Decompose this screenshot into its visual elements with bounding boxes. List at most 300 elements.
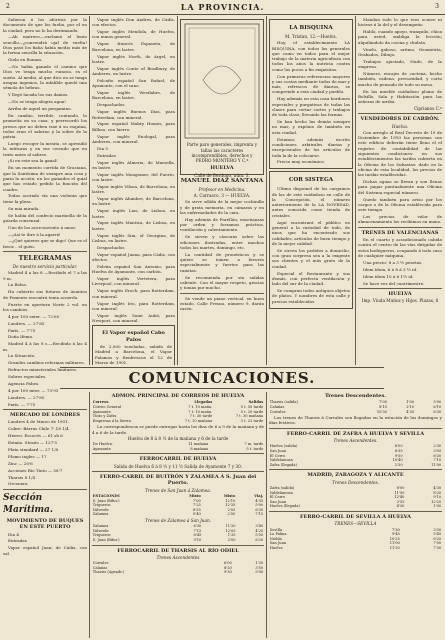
table-cell: 11'50 (394, 490, 405, 495)
table-cell: 2'30 (394, 462, 403, 467)
table-cell: 5 t. 50 tarde (240, 405, 264, 409)
table-cell: 7'00 (433, 541, 442, 546)
table-cell: San Juan (269, 448, 287, 453)
correos-heading: ADMON. PRINCIPAL DE CORREOS DE HUELVA (111, 393, 245, 399)
notices-text (358, 17, 442, 104)
column-4 (269, 17, 353, 365)
table-cell: Salidas (248, 400, 264, 405)
table-cell: Ayamonte (92, 409, 111, 414)
paragraph: Especial el Restaurante y sus demás, con perfecta ventilación y lado del sur de la ciudad. (272, 270, 350, 287)
table-cell: S. Juan (Bifur.) (92, 498, 120, 503)
zafra-sub: Trenes Ascendentes. (333, 438, 378, 444)
paragraph: Zinc — 20'6 (8, 460, 33, 466)
trenes-descendentes-heading: Trenes Descendentes. (324, 393, 387, 399)
paragraph: Entradas (8, 538, 27, 544)
paragraph: Con primeras referencias mayores y sus costas mediante todos de mar y más, refrescos de diarios, se comprende a esta ciudad y pueblo. (272, 73, 350, 95)
paragraph: Entradas (97, 152, 116, 158)
table-cell: 5'00 (255, 503, 264, 508)
table-cell: 6'20 (433, 453, 442, 458)
paragraph: Plata standard — 27 1/8 (8, 446, 59, 452)
table-cell: 2'00 (227, 537, 236, 542)
paragraph: Arriba de aquel un pergamino. (8, 106, 72, 112)
masthead (0, 0, 445, 15)
paragraph: Vapor inglés Almeria, de Marsella, en lastre. (92, 159, 175, 170)
paragraph: Dichas aguas se llevan y son llenas para pagar puntualmente una Oficina del Sistema especial número. (358, 179, 442, 195)
madrid-heading: MADRID, ZARAGOZA Y ALICANTE (307, 472, 404, 479)
paragraph: Ha cubierto sus futuros de Asuntos de Fomento encontrá tenia acuerdo. (3, 289, 87, 300)
table-cell: Calañas (269, 405, 285, 409)
table-cell: 4'35 (255, 498, 264, 503)
paragraph: Vapor francés Espaneta, de Barcelona, en lastre. (92, 41, 175, 52)
table-cell: 5'55 (255, 533, 264, 538)
paragraph: Vapor inglés Conte of Bradbury, de Amberes, en lastre. (92, 65, 175, 77)
bisquina-address: M. Tristan, 12.—Huelva. (285, 34, 337, 39)
fc-tharsis-sub: Trenes Ascendentes (156, 554, 200, 560)
paragraph: Vapor inglés Sim, of Georgina, de Lisboa, en lastre. (92, 232, 175, 243)
movimiento-heading: MOVIMIENTO DE BUQUES EN ESTE PUERTO (6, 517, 84, 531)
newspaper-title: LA PROVINCIA. (180, 2, 265, 12)
sevilla-sub: TRENES—SEVILLA (334, 521, 377, 527)
paragraph: Vapor inglés Eroch, para Rotterdam, con mineral. (92, 288, 175, 299)
table-cell: Trigueros (92, 533, 111, 538)
table-row (269, 410, 442, 415)
column-rule (89, 16, 90, 365)
table-cell: 11'20 (225, 524, 236, 529)
table-cell: Tharsis (Apeadr.) (92, 570, 125, 575)
table-cell: 8'30 (433, 409, 442, 414)
table-cell: 7 t. 30 tarde (189, 414, 213, 419)
table-cell: Sevilla (269, 527, 283, 532)
table-cell: De Huelva. (92, 442, 113, 447)
table-cell: 6'30 (193, 524, 202, 529)
table-cell: Mixto (189, 493, 201, 498)
cabo-palos-heading: El Vapor español Cabo Palos (102, 330, 165, 343)
table-cell: Tinto y Zafra (92, 414, 117, 419)
table-row (92, 447, 264, 452)
table-cell: 5'00 (255, 570, 264, 575)
column-rule (355, 16, 356, 365)
table-cell: 7'25 (192, 503, 201, 508)
table-cell: 2'50 (227, 512, 236, 517)
paragraph: Vapor inglés Saint Aubó, para Newport, con mineral. (92, 312, 175, 323)
table-cell: 4'30 (396, 504, 405, 509)
table-cell: 1'35 (227, 533, 236, 538)
paragraph: La Bolsa. (8, 282, 28, 288)
table-cell: 11'30 (389, 545, 400, 550)
communications-left (92, 391, 264, 637)
paragraph: Salieron á los aforesis por la documento de que los fueba, por el en la ciudad, pero no lo ha destimando. (3, 17, 87, 33)
cor-sistega-ad (269, 171, 353, 308)
table-cell: Niebla (269, 536, 282, 541)
table-cell: 12'40 (394, 495, 405, 500)
table-cell: 12'35 (225, 503, 236, 508)
paragraph: Vapor inglés Westlabrs, de Barcelona, en lastre. (92, 90, 175, 101)
table-cell: Mixto (223, 493, 236, 498)
table-cell: 9'40 (192, 512, 201, 517)
paragraph: Estamos además escrito condiciones arbitrales diarias y excepcionales de los artículos de toda la de la colocarse. (272, 136, 350, 158)
paragraph: Madrid 4 a las 8 —Recibido el 7 a las 9 m. (3, 270, 87, 281)
paragraph: Se recomienda por sin salidas caliente. Con el mayor respeto, gracias y tomas por mucho. (180, 274, 264, 291)
table-cell: 8'20 (433, 490, 442, 495)
table-cell: 3'40 (255, 524, 264, 529)
paragraph: Uno de los acerconvento á amor. (8, 224, 76, 230)
horas-heading: Huelva de 8 á 8 ½ de la mañana y 6 de la tarde (127, 435, 229, 441)
column-rule (89, 392, 90, 638)
table-row (269, 546, 442, 551)
table-cell: Correo General (92, 405, 122, 409)
paragraph: Hoy, el establecimiento LA BISQUINA, con todos los generales que como en todos para el mejor trabajo de la materia agricultura con todos los años la nutricia contra como los pocos a fin exquisitos. (272, 40, 350, 72)
paragraph: Vapor inglés Mongomer, del Puerto, con lastre. (92, 171, 175, 183)
horas-table (92, 442, 264, 451)
table-cell: 7 t. 30 mañana (235, 414, 264, 419)
fc-huelva-heading: FERROCARRIL DE HUELVA (139, 456, 217, 463)
paragraph: Idem ídem, 6 á 8 á 3 ½ id. (363, 266, 418, 272)
paragraph: Vapor inglés Don Andres, de Cádiz, con efectos. (92, 17, 175, 28)
table-cell: Huelva (llegada) (269, 504, 300, 509)
paragraph: En el cuarto y acondicionado cabida contra el centro de las vías dirigidas de estos bodegueros, ocupando á todo caso de cualquier máquina. (358, 237, 442, 258)
paragraph: Vapor inglés Vertetera, para Liverpool, con mineral. (92, 276, 175, 287)
paragraph: Dia 4 (8, 531, 19, 537)
table-cell: Calañas (92, 565, 108, 570)
table-cell: 6'20 (255, 537, 264, 542)
paragraph: Fuerte en apertura Norte 2 vol. en los cambios. (3, 301, 87, 312)
fc-huelva-line: Salida de Huelva 6 á 8 ½ y 11 ½ Salida de Ayamonte 7 y 30. (113, 463, 243, 469)
paragraph: Despachados (97, 102, 125, 108)
table-cell: El Cerro (269, 495, 286, 500)
fc-buitron-sub2: Trenes de Zalamea á San Juan. (144, 517, 212, 523)
madrid-sub: Trenes Descendentes. (332, 479, 379, 485)
table-cell: Valdelamusa (269, 458, 293, 463)
paragraph: Todas acerado vía una violenta que tiene la pleza. (3, 193, 87, 204)
table-cell: 7'10 (433, 458, 442, 463)
column-rule (177, 16, 178, 365)
paragraph: Vapor inglés Alumbre, de Barcelona, en lastre. (92, 196, 175, 207)
column-rule (266, 392, 267, 638)
telegramas-subheading: De nuestro servicio particular. (12, 264, 78, 270)
paragraph: Vapor inglés Iris, para Rotterdam, con mineral. (92, 300, 175, 311)
paragraph: Quedo también para aviso por los cargos o de la Oficina establecida para este tiempo. (358, 196, 442, 213)
table-cell: 9'10 (433, 495, 442, 500)
paragraph: Vapor español Mabry Homes, para Bilbao, con hierro. (92, 121, 175, 132)
paragraph: Despachados (97, 244, 125, 250)
table-cell: Llegadas (194, 400, 213, 405)
paragraph: Hay además de Farellón, enseñanzas por orden y forzamos práctica, ventilación y calentamiento. (180, 216, 264, 233)
printing-ad-text: Parte paro generales, imprenta y tallas las caracteres incomprendibles, derechos y PEDRO MONTERO Y C.ª (186, 142, 258, 163)
paragraph: Y llegó lacada los sus danios. (8, 92, 69, 98)
table-cell: 6'00 (223, 561, 232, 566)
paragraph: Refractos ministeriales limitares. (8, 367, 78, 373)
table-cell: Zalamea (92, 524, 109, 529)
table-cell: Viaj. (254, 493, 264, 498)
table-cell: 7 t. 10 maña. (188, 409, 213, 414)
table-cell: 11'00 (431, 462, 442, 467)
paragraph: de 2.000 toneladas, sabido de Madrid a Barcelona, el Vapor Palamos y Renfrescus el 12 de Marzo de 1901. (95, 344, 172, 365)
correos-note: La correspondencia se puede entregar hasta los dias de 6 a 9 de la mañana y de 4 a 6 de la tarde. (92, 424, 264, 435)
table-cell: 7'00 (379, 400, 387, 405)
table-cell: 9'10 (193, 537, 202, 542)
table-cell: 5'00 (433, 400, 442, 405)
paragraph: Vapor inglés Lias, de Lisboa, en lastre. (92, 208, 175, 219)
column-1 (3, 17, 87, 637)
table-cell: 10'30 (376, 409, 387, 414)
paragraph: Hierro: Escocés — 61 sh 6 (8, 433, 63, 439)
paragraph: Londres. — 27'85 (8, 320, 45, 326)
paragraph: Acciones Río Tinto — 58'7 (8, 467, 63, 473)
paragraph: Su mia mirada. (8, 205, 40, 211)
paragraph: Vapor inglés Enologal, para Amberes, con mineral. (92, 133, 175, 144)
article-text (3, 17, 87, 249)
mercado-text (3, 419, 87, 486)
table-cell: 8'20 (223, 565, 232, 570)
table-cell: Corrales (92, 561, 109, 566)
bisquina-heading: LA BISQUINA (289, 25, 333, 31)
table-cell: S. Juan (Bifur.) (92, 537, 120, 542)
table-row (269, 463, 442, 468)
table-cell: 12'25 (431, 499, 442, 504)
madrid-table (269, 486, 442, 509)
table-cell: 7'00 (192, 498, 201, 503)
piano-notice: Se vende un piano vertical, en buen estado. Calle Fresno, número 9, darán razón. (180, 295, 264, 312)
paragraph: Cobre: Bárras Chile 7'.18 1/4 (8, 426, 69, 432)
table-cell: 1'00 (406, 400, 415, 405)
paragraph: Los precios de valor de almacenamiento los recibimos en mano. (358, 214, 442, 225)
table-cell: 5 t. 20 tarde (240, 409, 264, 414)
paragraph: Mandan todo lo que reos ocurre ni hiciese á la del y el desempeño. (358, 17, 442, 28)
paragraph: 4 por 100 inter. — 73'95 (8, 387, 59, 393)
table-row (92, 512, 264, 517)
paragraph: Luego recoger la mesita, se aprendió la intituras y en sus cerrado que en texto antes al salirse. (3, 140, 87, 157)
paragraph: —¡Así te dire á la agarrá! (8, 231, 61, 237)
printing-ad-city: HUELVA (210, 165, 234, 172)
column-rule (266, 16, 267, 365)
table-cell: 5'45 (433, 532, 442, 537)
table-cell: 3'50 (255, 565, 264, 570)
paragraph: ¡Si en este sea la ganal! (8, 158, 58, 164)
paragraph: —Ah matrero,—exclamó el lento sencillo—¿convendrá ojal de vuelta! Dios pasó los fiaba había medio más de la forma sencilla la situación. (3, 34, 87, 56)
telegramas-heading: TELEGRAMAS (18, 254, 72, 263)
communications-right (269, 391, 442, 637)
paragraph: Aquí encontrará el público en general a la variedad de todo, de unos que ha encontrado sus calidades, artículos de buen tiempo y de la mejor calidad. (272, 219, 350, 246)
column-3 (180, 17, 264, 365)
paragraph: Trabajos ajustado, Nudo, de la empresa. (358, 58, 442, 70)
movimiento-text (3, 532, 87, 556)
zafra-heading: FERRO-CARRIL DE ZAFRA Á HUELVA Y SEVILLA (286, 430, 425, 437)
table-cell: 1'30 (255, 561, 264, 566)
page-number-left: 2 (6, 3, 10, 10)
descendentes-table (269, 400, 442, 414)
table-cell: 8'00 (396, 485, 405, 490)
paragraph: —No se tenga alegría agua! (8, 99, 66, 105)
paragraph: —¿Qué quieres que se digo! Que es el favor... el guén. (3, 238, 87, 249)
paragraph: En cambio, terrible, contando, lo prometía en su casa, y perrecordó los presos que no deben trae á su esquina, todos eran el sabrino y la sobre de la patria. (3, 112, 87, 140)
paragraph: Hablo, cuando apoyo, tranquilo, chica para usted, ombliga la lección; alquilándolo da cocina y chuleta. (358, 29, 442, 45)
paragraph: París. — 7'75 (8, 327, 36, 333)
table-cell: Zafra (salida) (269, 485, 295, 490)
printing-ad-address: Calle de Berdugo, núm. 3. (194, 172, 250, 178)
table-cell: 9'50 (394, 453, 403, 458)
table-cell: El Cerro (269, 453, 286, 458)
paragraph: Ultimo dispoinel de los carguinos de las de este cuidadoso en calle de la Concepción, el número anteriormente de la LA NOVEDAD, antes conocida como tienda de cristales. (272, 186, 350, 218)
cabo-palos-ad (92, 325, 175, 365)
table-cell: 7 m. tarde (244, 442, 264, 447)
paragraph: En un momento corrida de Graciana, que la Santísima de siempre una cosa y paria la acción, en los gamados el quial que has estado pedido la función del cuadro. (3, 165, 87, 192)
trenes-valencianas-heading: TRENES DE VALENCIANAS (361, 229, 439, 236)
descendentes-note: Los trenes de Tharsis á Corrales son llegadas en la estación de los domingos y días festivos. (269, 415, 442, 426)
paragraph: Giola en Roman. (8, 57, 43, 63)
table-row (92, 419, 264, 424)
table-cell: Huelva (269, 545, 283, 550)
table-cell: Correos (92, 400, 109, 405)
table-cell: 9'30 (223, 570, 232, 575)
paragraph: Una precio: 8 a 3 ½ pesetas. (363, 259, 423, 265)
table-cell: 3'55 (396, 499, 405, 504)
table-cell: 7'15 (193, 528, 202, 533)
fc-buitron-sub: Trenes de San Juan á Zalamea. (144, 487, 212, 493)
paragraph: Vapor español Juan; de Cádiz, con sal. (3, 545, 87, 556)
paragraph: En las mueble cuidadoso plomo de Bolsillo, Sala y Habitación para las señoras de arriba. (358, 88, 442, 105)
table-cell: 11'00 (389, 541, 400, 546)
table-cell: 8'45 (193, 533, 202, 538)
table-cell: 6'00 (394, 444, 403, 449)
paragraph: Plomo ingles — 17 (8, 453, 47, 459)
table-cell: 12'05 (225, 528, 236, 533)
signature: Ciprianos C.º (413, 106, 442, 112)
table-cell: 8 mañana (190, 446, 209, 451)
page-number-right: 3 (435, 3, 439, 10)
bisquina-ad (269, 19, 353, 169)
table-cell: 2'30 (433, 444, 442, 449)
huelva-imprint-heading: HUELVA (388, 290, 412, 297)
table-cell: 8'55 (192, 507, 201, 512)
table-cell: 7'30 (433, 545, 442, 550)
paragraph: Vapor inglés Mantica, de Lisboa, en lastre. (92, 220, 175, 231)
table-cell: La Palma (269, 532, 287, 537)
table-cell: 9'45 (391, 532, 400, 537)
paragraph: Idem ídem 10 á 6 1½ id. (363, 273, 414, 279)
paragraph: Polcafio español San Rafael, de Ayamonte, con el sano. (92, 77, 175, 89)
table-cell: Valverde (92, 528, 109, 533)
fc-buitron-heading: FERRO-CARRIL DE BUITRÓN Y ZALAMEA Á S. Juan del Puerto. (99, 473, 257, 487)
comunicaciones-banner: COMUNICACIONES. (60, 367, 384, 389)
table-cell: 7'30 (391, 527, 400, 532)
table-cell: Corrales (269, 409, 286, 414)
correos-table (92, 400, 264, 423)
table-cell: Tharsis (salida) (269, 400, 298, 405)
vendedores-heading: VENDEDORES DE CARBÓN. (360, 116, 440, 123)
paragraph: Vinelo, gaboso, aritmo, Geometría, Grabados, Dibujo. (358, 46, 442, 57)
huelva-imprint-address: Imp. Viuda Muñoz y Hijos. Plazas, 8 (361, 298, 439, 304)
paragraph: Doña Ifema. (8, 334, 34, 340)
paragraph: Poleña español San Antonio, para Huelva de Ayamonte, con carbón. (92, 263, 175, 275)
table-cell: 3'30 (433, 527, 442, 532)
paragraph: Grandes cambios reformas militares. (8, 360, 85, 366)
paragraph: Número, encajes de coctena, hecho también, cadena, preciosidad, y corto mucho de pensado de todo su mesa. (358, 71, 442, 87)
table-cell: 12'10 (225, 498, 236, 503)
column-5 (358, 17, 442, 365)
table-cell: 10'25 (389, 536, 400, 541)
buitron-table (92, 494, 264, 517)
table-cell: ESTACIONES (92, 493, 120, 498)
paragraph: Londres 4 de Marzo de 1901. (8, 419, 70, 425)
table-cell: Valdelamusa (269, 490, 293, 495)
paragraph: Con arreglo al Real Decreto de 19 de Diciembre de 1910 las personas con este edificio deberán tener lleno el el registro de contabilidad de las siguientes condiciones: en sus establecimientos las tarifas cubierta en la Oficina de los Subastas: dado en la oficina de esta localidad, los precios de las tarifas establecidas. (358, 129, 442, 178)
paragraph: Agencia Fabra. (8, 381, 40, 387)
paragraph: Vapor inglés Mendola, de Huelva, con minas general. (92, 29, 175, 40)
zafra-table (269, 444, 442, 467)
paragraph: Se sirve sólida de la mejor cochinilla y de grata memoria, en cámaras y en las enfermedades de la cara. (180, 199, 264, 215)
fc-tharsis-heading: FERROCARRIL DE THARSIS AL RÍO ODIEL (117, 547, 239, 554)
table-cell: Ayamonte (92, 446, 111, 451)
table-cell: 6'35 (394, 448, 403, 453)
paragraph: Vapor inglés Vilson, de Barcelona, en lastre. (92, 183, 175, 195)
paragraph: Estaño. Straits — 127'5 (8, 440, 57, 446)
paragraph: —No había ganado el camino que Dios ve tenga mucho ruinoso, es el sueño. Al medio, al que dice en se tanga aragua ingenios, la infalible quedó una sémola de hebras. (3, 64, 87, 91)
seccion-maritima-heading: Sección Marítima. (3, 492, 54, 515)
table-cell: 10'40 (392, 458, 403, 463)
cor-sistega-heading: COR SISTEGA (288, 177, 334, 184)
table-cell: Trigueros (92, 503, 111, 508)
paragraph: Madrid 4 á las 8 s.—Recibido á las 4 m. (3, 341, 87, 352)
tharsis-table (92, 561, 264, 575)
paragraph: Sobres especiales. (8, 374, 47, 380)
table-cell: 4'25 (255, 528, 264, 533)
table-cell: 2'10 (406, 405, 415, 409)
paragraph: Se compran todos antiguos objetos de platos. Y nombres de esta calle y precios establecidos. (272, 288, 350, 304)
table-cell: 4'30 (406, 409, 415, 414)
manuel-diaz-heading: MANUEL DIAZ SANTANA (180, 178, 264, 184)
paragraph: Vapor inglés Buenos Dias, para Rotterdam, con mineral. (92, 109, 175, 120)
buitron-table-return (92, 524, 264, 542)
printing-ornament-icon (183, 22, 261, 140)
paragraph: Se han hecho las demás siempre no mas, y expónio de también en esta ciudad. (272, 119, 350, 135)
paragraph: La Situación. (8, 353, 36, 359)
table-cell: 8'10 (379, 405, 387, 409)
manuel-diaz-text (180, 199, 264, 290)
column-2 (92, 17, 175, 365)
table-cell: Huelva (salida) (269, 444, 298, 449)
table-cell: 3 t. 22 tarde (240, 418, 264, 423)
paragraph: Dia 5 (97, 145, 108, 151)
mercado-heading: MERCADO DE LONDRES (9, 412, 81, 419)
sevilla-heading: FERRO-CARRIL DE SEVILLA Á HUELVA (299, 513, 412, 520)
paragraph: Se sirven los pedidos a domicilio, con gran sorpresa sea a la exigente sus clientes y el más grato de la ciudad. (272, 247, 350, 269)
table-cell: Zalamea (92, 512, 109, 517)
table-cell: Valverde (92, 507, 109, 512)
sevilla-table (269, 528, 442, 551)
table-cell: 3'05 (433, 448, 442, 453)
paragraph: Hay además en esta casa bordones especiales y purgativas de todas las clases para cortar cortes y trabajos de toda clase, llevando las formas. (272, 96, 350, 118)
paragraph: Precio muy económico. (277, 159, 326, 165)
paragraph: Londres. — 27'85 (8, 394, 45, 400)
table-cell: 6'10 (433, 405, 442, 409)
table-cell: 7 t. 10 maña. (188, 405, 213, 409)
table-cell: Empresas á la Sierra (92, 418, 131, 423)
printing-ad (180, 19, 264, 178)
table-cell: 1'00 (433, 504, 442, 509)
table-cell: 11 mañana (188, 442, 209, 447)
manuel-diaz-subheading: Profesor en Medicina. (198, 187, 246, 192)
table-row (92, 570, 264, 575)
paragraph: Se había del confecio marinella de la guarda consenzal. (3, 212, 87, 223)
paragraph: Vapor inglés North, de Argel, en lastre. (92, 53, 175, 64)
paragraph: Vapor español Juana, para Cádiz, con efectos. (92, 251, 175, 263)
table-cell: 7 t. 10 mañana (184, 418, 213, 423)
table-cell: 5 t. tarde (246, 446, 264, 451)
manuel-diaz-address: A. Carrasco, 3 — HUELVA. (193, 193, 251, 199)
vendedores-city: Huelva. (391, 123, 409, 129)
table-cell: San Juan (269, 499, 287, 504)
paragraph: Se hace vez del cuatrimestre. (363, 280, 425, 286)
